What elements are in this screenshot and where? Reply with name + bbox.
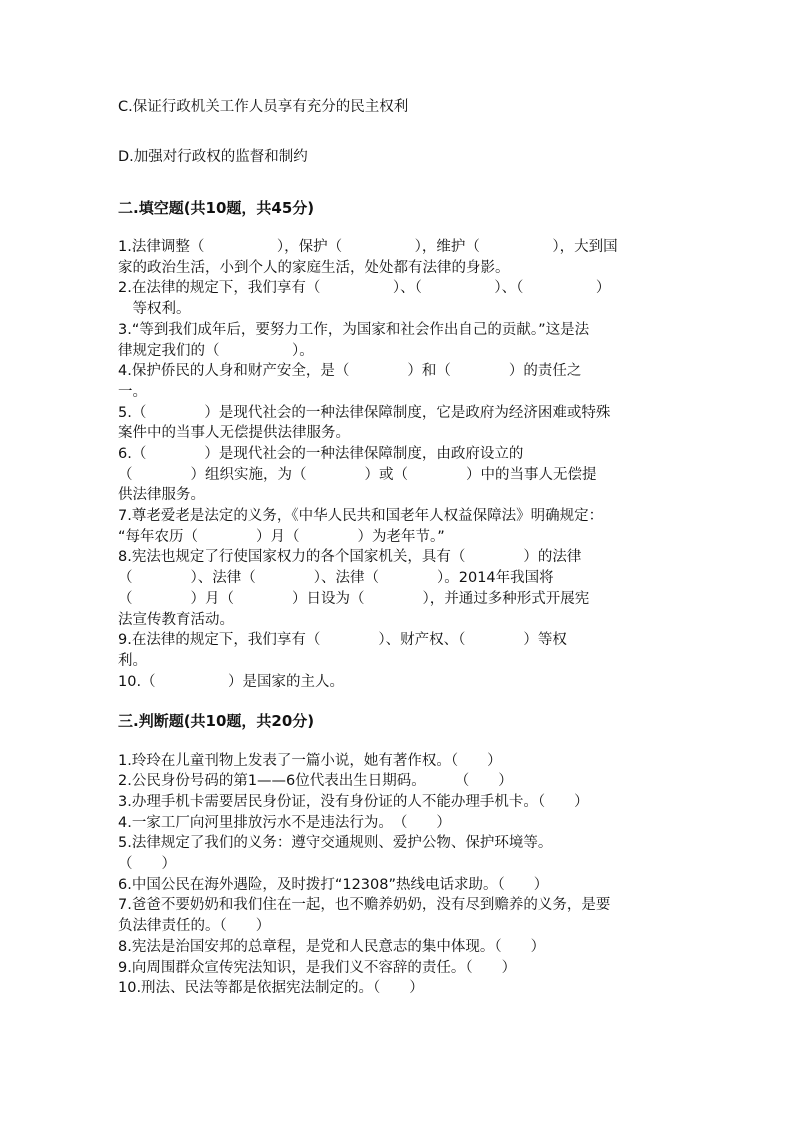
fill-line: （ ）月（ ）日设为（ ），并通过多种形式开展宪 <box>118 591 590 607</box>
fill-line: 律规定我们的（ ）。 <box>118 343 314 359</box>
fill-line: 1.法律调整（ ），保护（ ），维护（ ），大到国 <box>118 239 618 255</box>
judge-line: 7.爸爸不要奶奶和我们住在一起，也不赡养奶奶，没有尽到赡养的义务，是要 <box>118 897 611 913</box>
fill-line: 3.“等到我们成年后，要努力工作，为国家和社会作出自己的贡献。”这是法 <box>118 322 590 338</box>
fill-line: 8.宪法也规定了行使国家权力的各个国家机关，具有（ ）的法律 <box>118 549 582 565</box>
judge-line: 6.中国公民在海外遇险，及时拨打“12308”热线电话求助。（ ） <box>118 877 549 893</box>
option-c: C.保证行政机关工作人员享有充分的民主权利 <box>118 99 409 115</box>
fill-line: 等权利。 <box>118 301 191 317</box>
judge-line: 3.办理手机卡需要居民身份证，没有身份证的人不能办理手机卡。（ ） <box>118 794 589 810</box>
judge-line: 1.玲玲在儿童刊物上发表了一篇小说，她有著作权。（ ） <box>118 753 502 769</box>
judge-line: 5.法律规定了我们的义务：遵守交通规则、爱护公物、保护环境等。 <box>118 835 553 851</box>
fill-line: 一。 <box>118 384 147 400</box>
judge-line: 10.刑法、民法等都是依据宪法制定的。（ ） <box>118 980 424 996</box>
fill-line: 5.（ ）是现代社会的一种法律保障制度，它是政府为经济困难或特殊 <box>118 405 611 421</box>
judge-line: 4.一家工厂向河里排放污水不是违法行为。 （ ） <box>118 815 451 831</box>
fill-line: 2.在法律的规定下，我们享有（ ）、（ ）、（ ） <box>118 280 611 296</box>
fill-line: “每年农历（ ）月（ ）为老年节。” <box>118 529 445 545</box>
fill-line: （ ）、法律（ ）、法律（ ）。2014年我国将 <box>118 570 554 586</box>
judge-line: （ ） <box>118 856 176 872</box>
section-2-title: 二.填空题(共10题，共45分) <box>118 199 315 217</box>
option-d: D.加强对行政权的监督和制约 <box>118 149 308 165</box>
section-3-title: 三.判断题(共10题，共20分) <box>118 712 315 730</box>
fill-line: 9.在法律的规定下，我们享有（ ）、财产权、（ ）等权 <box>118 632 567 648</box>
fill-line: 6.（ ）是现代社会的一种法律保障制度，由政府设立的 <box>118 446 524 462</box>
fill-line: 法宣传教育活动。 <box>118 612 234 628</box>
fill-line: （ ）组织实施，为（ ）或（ ）中的当事人无偿提 <box>118 467 597 483</box>
fill-line: 案件中的当事人无偿提供法律服务。 <box>118 425 350 441</box>
fill-line: 4.保护侨民的人身和财产安全，是（ ）和（ ）的责任之 <box>118 363 582 379</box>
fill-line: 10.（ ）是国家的主人。 <box>118 674 345 690</box>
judge-line: 9.向周围群众宣传宪法知识，是我们义不容辞的责任。（ ） <box>118 960 517 976</box>
fill-line: 供法律服务。 <box>118 487 205 503</box>
fill-line: 家的政治生活，小到个人的家庭生活，处处都有法律的身影。 <box>118 260 510 276</box>
judge-line: 负法律责任的。（ ） <box>118 918 271 934</box>
fill-line: 7.尊老爱老是法定的义务，《中华人民共和国老年人权益保障法》明确规定： <box>118 508 604 524</box>
judge-line: 2.公民身份号码的第1——6位代表出生日期码。 （ ） <box>118 773 513 789</box>
fill-line: 利。 <box>118 653 147 669</box>
judge-line: 8.宪法是治国安邦的总章程，是党和人民意志的集中体现。（ ） <box>118 939 546 955</box>
